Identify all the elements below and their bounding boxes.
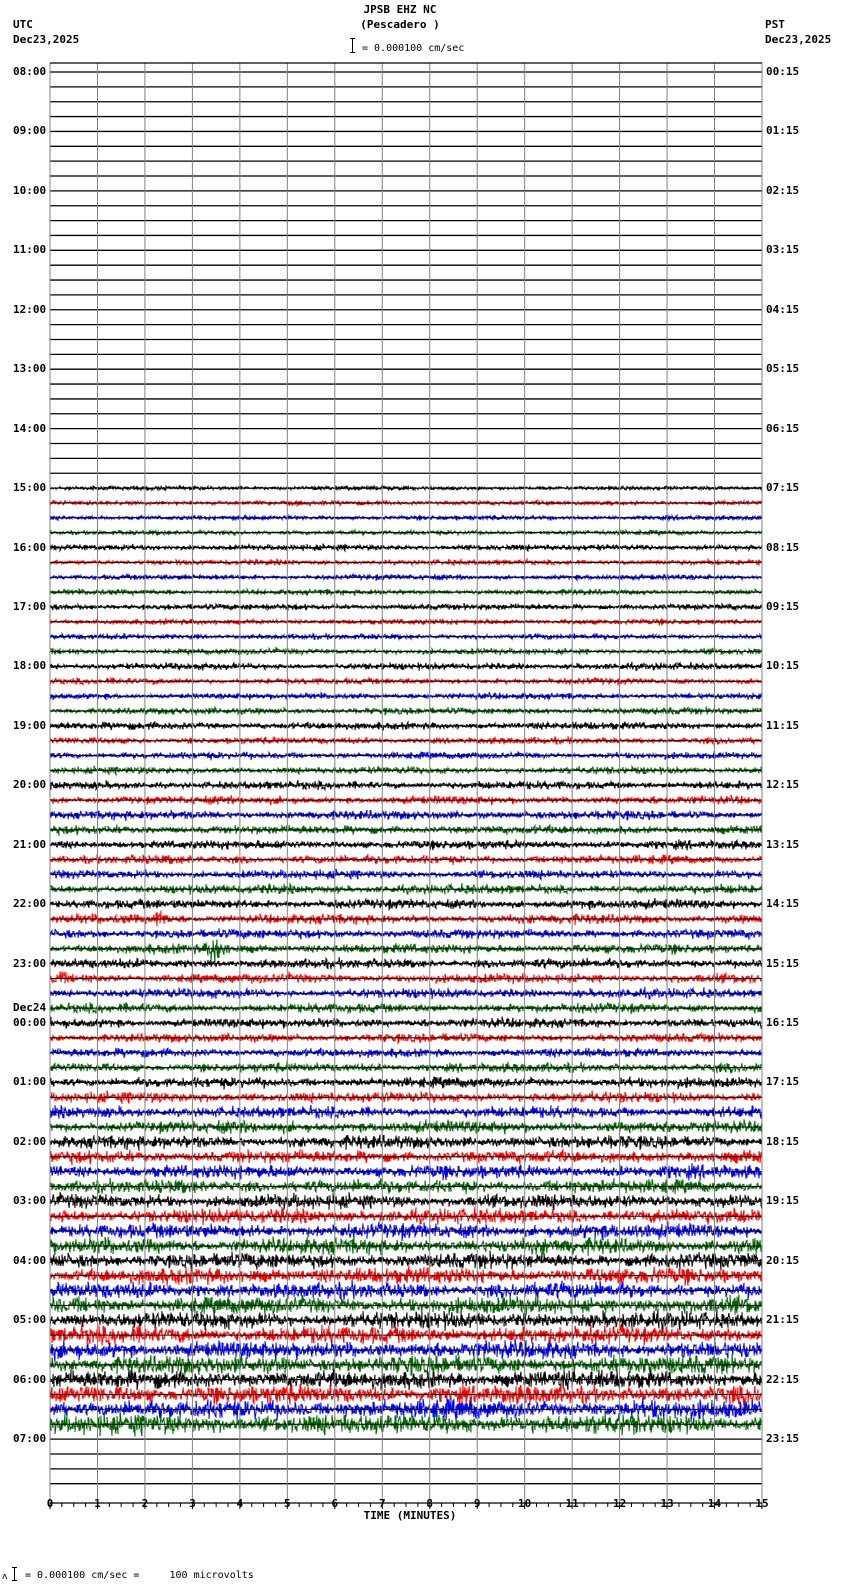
left-hour-label: 10:00 [13,183,47,197]
right-hour-label: 19:15 [766,1194,800,1208]
left-timezone: UTC [13,18,33,31]
left-date: Dec23,2025 [13,33,80,46]
right-hour-label: 06:15 [766,421,800,435]
left-hour-label: 01:00 [13,1075,47,1089]
x-tick-label: 14 [707,1497,722,1510]
right-hour-label: 05:15 [766,362,800,376]
left-hour-label: 06:00 [13,1372,47,1386]
right-hour-label: 12:15 [766,778,800,792]
right-hour-label: 10:15 [766,659,800,673]
trace-row [50,911,762,927]
right-hour-label: 23:15 [766,1432,800,1446]
right-hour-label: 04:15 [766,302,800,316]
right-hour-label: 17:15 [766,1075,800,1089]
right-hour-label: 21:15 [766,1313,800,1327]
x-tick-label: 10 [518,1497,532,1510]
left-hour-label: 04:00 [13,1253,47,1267]
x-axis-title: TIME (MINUTES) [363,1509,457,1522]
footer-scale-label: = 0.000100 cm/sec = 100 microvolts [25,1570,254,1581]
x-tick-label: 9 [473,1497,481,1510]
x-tick-label: 5 [284,1497,291,1510]
station-subtitle: (Pescadero ) [360,18,440,31]
right-hour-label: 20:15 [766,1253,800,1267]
left-hour-label: 00:00 [13,1016,47,1030]
left-hour-label: 13:00 [13,362,47,376]
right-hour-label: 01:15 [766,124,800,138]
left-hour-label: 03:00 [13,1194,47,1208]
left-hour-label: 20:00 [13,778,47,792]
seismic-traces [50,72,762,1484]
left-hour-label: 07:00 [13,1432,47,1446]
trace-row [50,1280,762,1301]
x-tick-label: 1 [94,1497,101,1510]
left-hour-label: 18:00 [13,659,47,673]
left-hour-label: 22:00 [13,897,47,911]
left-hour-label: 15:00 [13,481,47,495]
x-tick-label: 2 [141,1497,149,1510]
x-tick-label: 11 [565,1497,579,1510]
right-hour-label: 22:15 [766,1372,800,1386]
left-hour-label: 12:00 [13,302,47,316]
x-tick-label: 8 [426,1497,434,1510]
scale-label: = 0.000100 cm/sec [362,43,465,54]
left-hour-label: 21:00 [13,837,47,851]
trace-row [50,1308,762,1331]
x-tick-label: 7 [378,1497,386,1510]
trace-row [50,1135,762,1151]
left-hour-label: 05:00 [13,1313,47,1327]
station-title: JPSB EHZ NC [363,3,437,16]
right-hour-label: 16:15 [766,1016,800,1030]
x-tick-label: 4 [236,1497,244,1510]
right-hour-label: 18:15 [766,1134,800,1148]
right-hour-label: 00:15 [766,65,800,78]
x-tick-label: 6 [331,1497,339,1510]
right-hour-label: 11:15 [766,718,800,732]
right-hour-label: 14:15 [766,897,800,911]
x-tick-label: 0 [46,1497,54,1510]
footer-scale-bar-icon [12,1566,17,1580]
trace-row [50,752,762,761]
left-hour-label: 14:00 [13,421,47,435]
right-hour-label: 08:15 [766,540,800,554]
left-hour-label: 02:00 [13,1134,47,1148]
left-hour-label: 08:00 [13,65,47,78]
trace-row [50,971,762,984]
right-date: Dec23,2025 [765,33,832,46]
x-tick-label: 12 [612,1497,627,1510]
right-timezone: PST [765,18,785,31]
right-hour-label: 07:15 [766,481,800,495]
right-hour-label: 09:15 [766,599,800,613]
left-hour-label: 23:00 [13,956,47,970]
left-hour-label: 19:00 [13,718,47,732]
left-hour-label: 09:00 [13,124,47,138]
left-hour-label: 11:00 [13,243,47,257]
left-hour-label: 16:00 [13,540,47,554]
x-tick-label: 13 [660,1497,674,1510]
right-hour-label: 03:15 [766,243,800,257]
right-hour-label: 13:15 [766,837,800,851]
footer-marker: ʌ [2,1572,8,1582]
trace-row [50,1077,762,1090]
date-change-label: Dec24 [13,1001,47,1015]
x-tick-label: 15 [755,1497,769,1510]
right-hour-label: 02:15 [766,183,800,197]
right-hour-label: 15:15 [766,956,800,970]
trace-row [50,939,762,962]
x-tick-label: 3 [189,1497,196,1510]
left-hour-label: 17:00 [13,599,47,613]
